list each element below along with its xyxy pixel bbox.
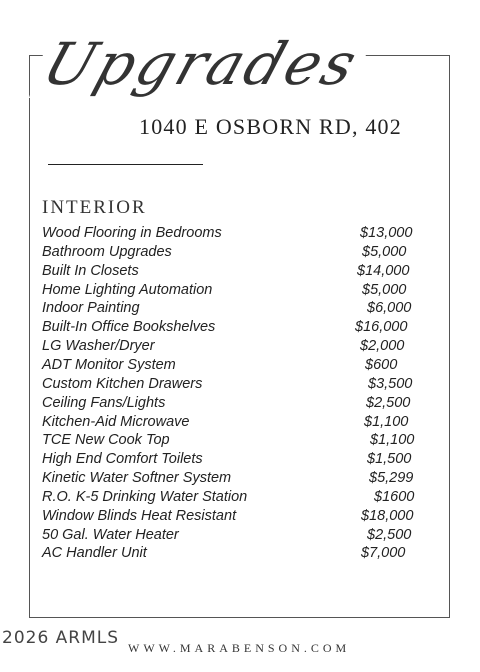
item-name: 50 Gal. Water Heater bbox=[42, 526, 179, 543]
list-item bbox=[0, 357, 480, 375]
item-price: $7,000 bbox=[361, 545, 406, 562]
item-price: $5,299 bbox=[369, 470, 414, 487]
copyright-text: 2026 ARMLS bbox=[2, 628, 120, 648]
item-name: AC Handler Unit bbox=[42, 545, 147, 562]
item-price: $1,100 bbox=[370, 432, 415, 449]
item-name: Home Lighting Automation bbox=[42, 281, 213, 298]
item-price: $6,000 bbox=[367, 300, 412, 317]
list-item bbox=[0, 432, 480, 450]
item-name: High End Comfort Toilets bbox=[42, 451, 203, 468]
list-item bbox=[0, 508, 480, 526]
item-name: R.O. K-5 Drinking Water Station bbox=[42, 488, 248, 505]
item-name: TCE New Cook Top bbox=[42, 432, 170, 449]
item-name: Wood Flooring in Bedrooms bbox=[42, 225, 222, 241]
item-price: $5,000 bbox=[362, 281, 407, 298]
list-item bbox=[0, 489, 480, 507]
item-name: Built In Closets bbox=[42, 262, 139, 279]
list-item bbox=[0, 414, 480, 432]
item-price: $5,000 bbox=[362, 243, 407, 260]
list-item bbox=[0, 470, 480, 488]
divider-rule bbox=[48, 164, 203, 165]
item-name: Kitchen-Aid Microwave bbox=[42, 413, 190, 430]
item-name: Built-In Office Bookshelves bbox=[42, 319, 216, 336]
website-url: WWW.MARABENSON.COM bbox=[128, 641, 351, 655]
item-name: Ceiling Fans/Lights bbox=[42, 394, 166, 411]
item-price: $600 bbox=[365, 356, 398, 373]
item-price: $1,100 bbox=[364, 413, 409, 430]
list-item bbox=[0, 545, 480, 563]
list-item bbox=[0, 282, 480, 300]
list-item bbox=[0, 319, 480, 337]
item-price: $13,000 bbox=[360, 225, 413, 241]
item-price: $18,000 bbox=[361, 507, 414, 524]
list-item bbox=[0, 527, 480, 545]
item-price: $1600 bbox=[374, 488, 415, 505]
item-name: Custom Kitchen Drawers bbox=[42, 375, 203, 392]
item-name: Kinetic Water Softner System bbox=[42, 470, 232, 487]
item-name: Window Blinds Heat Resistant bbox=[42, 507, 237, 524]
item-price: $3,500 bbox=[368, 375, 413, 392]
upgrades-title: Upgrades bbox=[29, 30, 374, 98]
property-address: 1040 E OSBORN RD, 402 bbox=[139, 114, 402, 139]
item-price: $2,000 bbox=[360, 338, 405, 355]
list-item bbox=[0, 300, 480, 318]
list-item bbox=[0, 263, 480, 281]
list-item bbox=[0, 395, 480, 413]
item-price: $2,500 bbox=[366, 394, 411, 411]
list-item bbox=[0, 376, 480, 394]
section-heading-interior: INTERIOR bbox=[42, 197, 147, 218]
item-name: LG Washer/Dryer bbox=[42, 338, 155, 355]
list-item bbox=[0, 244, 480, 262]
list-item bbox=[0, 451, 480, 469]
item-name: ADT Monitor System bbox=[42, 356, 176, 373]
list-item bbox=[0, 338, 480, 356]
item-price: $2,500 bbox=[367, 526, 412, 543]
item-name: Bathroom Upgrades bbox=[42, 243, 172, 260]
item-price: $16,000 bbox=[355, 319, 408, 336]
item-price: $1,500 bbox=[367, 451, 412, 468]
item-name: Indoor Painting bbox=[42, 300, 140, 317]
item-price: $14,000 bbox=[357, 262, 410, 279]
list-item bbox=[0, 225, 480, 243]
